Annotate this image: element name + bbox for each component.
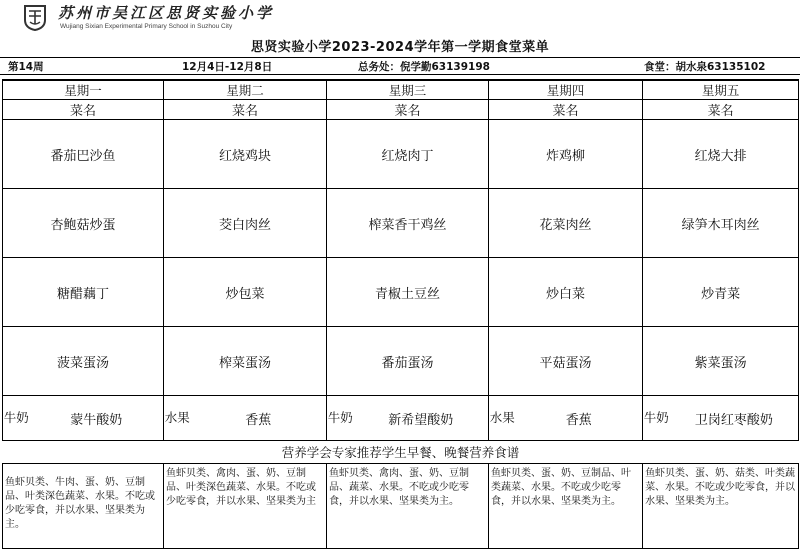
- dish-cell: 炒青菜: [643, 258, 799, 327]
- drink-item: 卫岗红枣酸奶: [670, 396, 799, 441]
- recommendation-row: [3, 441, 799, 464]
- school-name-english: Wujiang Sixian Experimental Primary School in Suzhou City: [60, 23, 233, 30]
- dish-caption: 菜名: [327, 100, 489, 120]
- dish-caption: 菜名: [643, 100, 799, 120]
- drink-type-label: 牛奶: [327, 396, 354, 441]
- drink-row: [3, 396, 799, 441]
- dish-cell: 红烧肉丁: [327, 120, 489, 189]
- dish-row: [3, 189, 799, 258]
- dish-cell: 红烧大排: [643, 120, 799, 189]
- dish-cell: 榨菜香干鸡丝: [327, 189, 489, 258]
- nutrition-notes-row: [3, 464, 799, 549]
- page-title: 思贤实验小学2023-2024学年第一学期食堂菜单: [250, 40, 550, 55]
- soup-cell: 番茄蛋汤: [327, 327, 489, 396]
- dish-cell: 青椒土豆丝: [327, 258, 489, 327]
- canteen-contact: 食堂：胡水泉63135102: [644, 61, 766, 73]
- nutrition-note: 鱼虾贝类、蛋、奶、豆制品、叶类蔬菜、水果。不吃或少吃零食，并以水果、坚果类为主。: [489, 464, 643, 549]
- date-range: 12月4日-12月8日: [182, 61, 273, 73]
- drink-item: 蒙牛酸奶: [30, 396, 164, 441]
- drink-type-label: 水果: [164, 396, 191, 441]
- recommendation-heading: 营养学会专家推荐学生早餐、晚餐营养食谱: [3, 441, 799, 464]
- nutrition-note: 鱼虾贝类、牛肉、蛋、奶、豆制品、叶类深色蔬菜、水果。不吃或少吃零食，并以水果、坚果类为主。: [3, 464, 164, 549]
- school-emblem-icon: [22, 3, 48, 31]
- weekday-header: 星期一: [3, 80, 164, 100]
- drink-type-label: 牛奶: [643, 396, 670, 441]
- dish-cell: 杏鲍菇炒蛋: [3, 189, 164, 258]
- nutrition-note: 鱼虾贝类、禽肉、蛋、奶、豆制品、蔬菜、水果。不吃或少吃零食，并以水果、坚果类为主。: [327, 464, 489, 549]
- menu-table: [2, 79, 799, 549]
- dish-cell: 番茄巴沙鱼: [3, 120, 164, 189]
- weekday-row: [3, 80, 799, 100]
- drink-type-label: 牛奶: [3, 396, 30, 441]
- drink-item: 香蕉: [516, 396, 643, 441]
- week-number: 第14周: [8, 61, 44, 73]
- dish-caption: 菜名: [164, 100, 327, 120]
- school-logo-banner: [0, 0, 800, 36]
- general-affairs-contact: 总务处：倪学勤63139198: [358, 61, 490, 73]
- dish-cell: 红烧鸡块: [164, 120, 327, 189]
- caption-row: [3, 100, 799, 120]
- drink-item: 香蕉: [191, 396, 327, 441]
- weekday-header: 星期五: [643, 80, 799, 100]
- dish-caption: 菜名: [489, 100, 643, 120]
- dish-row: [3, 120, 799, 189]
- dish-cell: 花菜肉丝: [489, 189, 643, 258]
- nutrition-note: 鱼虾贝类、蛋、奶、菇类、叶类蔬菜、水果。不吃或少吃零食，并以水果、坚果类为主。: [643, 464, 799, 549]
- weekday-header: 星期三: [327, 80, 489, 100]
- dish-cell: 炒包菜: [164, 258, 327, 327]
- soup-cell: 菠菜蛋汤: [3, 327, 164, 396]
- soup-row: [3, 327, 799, 396]
- dish-row: [3, 258, 799, 327]
- soup-cell: 平菇蛋汤: [489, 327, 643, 396]
- info-bar: [0, 57, 800, 75]
- soup-cell: 榨菜蛋汤: [164, 327, 327, 396]
- drink-item: 新希望酸奶: [354, 396, 489, 441]
- dish-cell: 炸鸡柳: [489, 120, 643, 189]
- school-name-chinese: 苏州市吴江区思贤实验小学: [58, 4, 275, 22]
- dish-cell: 绿笋木耳肉丝: [643, 189, 799, 258]
- dish-caption: 菜名: [3, 100, 164, 120]
- drink-type-label: 水果: [489, 396, 516, 441]
- dish-cell: 炒白菜: [489, 258, 643, 327]
- dish-cell: 糖醋藕丁: [3, 258, 164, 327]
- weekday-header: 星期四: [489, 80, 643, 100]
- soup-cell: 紫菜蛋汤: [643, 327, 799, 396]
- dish-cell: 茭白肉丝: [164, 189, 327, 258]
- weekday-header: 星期二: [164, 80, 327, 100]
- nutrition-note: 鱼虾贝类、禽肉、蛋、奶、豆制品、叶类深色蔬菜、水果。不吃或少吃零食，并以水果、坚果类为主: [164, 464, 327, 549]
